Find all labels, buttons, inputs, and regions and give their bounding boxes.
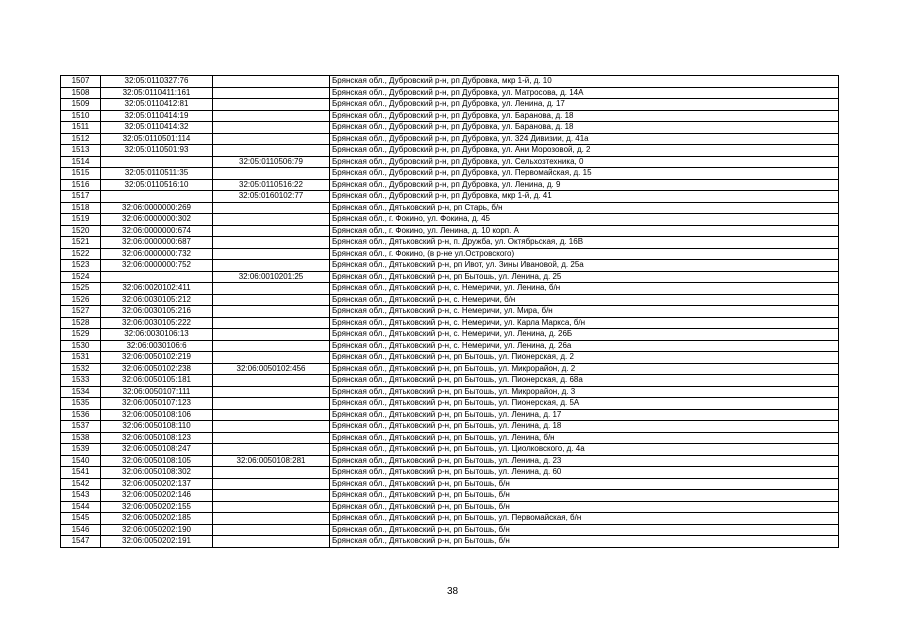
address-cell: Брянская обл., Дятьковский р-н, рп Бытошь, ул. Циолковского, д. 4а	[330, 444, 839, 456]
related-cadastral-number-cell	[213, 421, 330, 433]
row-number-cell: 1535	[61, 398, 101, 410]
row-number-cell: 1507	[61, 76, 101, 88]
table-row	[61, 237, 839, 249]
table-row	[61, 467, 839, 479]
cadastral-number-cell: 32:06:0050107:123	[101, 398, 213, 410]
row-number-cell: 1520	[61, 225, 101, 237]
cadastral-number-cell: 32:05:0110501:93	[101, 145, 213, 157]
address-cell: Брянская обл., Дятьковский р-н, рп Бытошь, ул. Пионерская, д. 5А	[330, 398, 839, 410]
table-row	[61, 202, 839, 214]
cadastral-number-cell	[101, 156, 213, 168]
table-row	[61, 168, 839, 180]
cadastral-number-cell: 32:06:0050202:185	[101, 513, 213, 525]
table-row	[61, 386, 839, 398]
table-row	[61, 225, 839, 237]
row-number-cell: 1510	[61, 110, 101, 122]
table-row	[61, 409, 839, 421]
row-number-cell: 1546	[61, 524, 101, 536]
table-row	[61, 156, 839, 168]
row-number-cell: 1528	[61, 317, 101, 329]
address-cell: Брянская обл., Дубровский р-н, рп Дубровка, ул. Баранова, д. 18	[330, 122, 839, 134]
row-number-cell: 1536	[61, 409, 101, 421]
address-cell: Брянская обл., Дубровский р-н, рп Дубровка, ул. Матросова, д. 14А	[330, 87, 839, 99]
row-number-cell: 1522	[61, 248, 101, 260]
table-row	[61, 536, 839, 548]
cadastral-number-cell: 32:06:0020102:411	[101, 283, 213, 295]
related-cadastral-number-cell	[213, 490, 330, 502]
table-row	[61, 490, 839, 502]
related-cadastral-number-cell	[213, 225, 330, 237]
cadastral-number-cell: 32:05:0110411:161	[101, 87, 213, 99]
cadastral-number-cell: 32:06:0030105:216	[101, 306, 213, 318]
table-row	[61, 248, 839, 260]
table-row	[61, 271, 839, 283]
address-cell: Брянская обл., Дятьковский р-н, с. Немеричи, ул. Мира, б/н	[330, 306, 839, 318]
address-cell: Брянская обл., г. Фокино, ул. Фокина, д. 45	[330, 214, 839, 226]
address-cell: Брянская обл., Дятьковский р-н, рп Бытошь, б/н	[330, 536, 839, 548]
address-cell: Брянская обл., Дятьковский р-н, с. Немеричи, б/н	[330, 294, 839, 306]
table-row	[61, 340, 839, 352]
cadastral-number-cell: 32:05:0110327:76	[101, 76, 213, 88]
table-row	[61, 317, 839, 329]
related-cadastral-number-cell	[213, 122, 330, 134]
related-cadastral-number-cell	[213, 478, 330, 490]
page-number: 38	[446, 586, 459, 597]
related-cadastral-number-cell	[213, 467, 330, 479]
row-number-cell: 1518	[61, 202, 101, 214]
address-cell: Брянская обл., Дятьковский р-н, с. Немеричи, ул. Ленина, б/н	[330, 283, 839, 295]
related-cadastral-number-cell	[213, 501, 330, 513]
cadastral-number-cell: 32:06:0030105:212	[101, 294, 213, 306]
address-cell: Брянская обл., Дубровский р-н, рп Дубровка, ул. Сельхозтехника, 0	[330, 156, 839, 168]
row-number-cell: 1509	[61, 99, 101, 111]
related-cadastral-number-cell: 32:06:0010201:25	[213, 271, 330, 283]
table-row	[61, 76, 839, 88]
row-number-cell: 1529	[61, 329, 101, 341]
related-cadastral-number-cell: 32:06:0050108:281	[213, 455, 330, 467]
cadastral-number-cell: 32:06:0050202:146	[101, 490, 213, 502]
cadastral-number-cell: 32:06:0050202:155	[101, 501, 213, 513]
related-cadastral-number-cell	[213, 340, 330, 352]
row-number-cell: 1508	[61, 87, 101, 99]
table-row	[61, 432, 839, 444]
related-cadastral-number-cell	[213, 375, 330, 387]
address-cell: Брянская обл., Дятьковский р-н, рп Бытошь, ул. Микрорайон, д. 3	[330, 386, 839, 398]
address-cell: Брянская обл., Дятьковский р-н, рп Бытошь, ул. Ленина, д. 18	[330, 421, 839, 433]
row-number-cell: 1533	[61, 375, 101, 387]
cadastral-number-cell: 32:06:0000000:269	[101, 202, 213, 214]
address-cell: Брянская обл., Дятьковский р-н, рп Бытошь, ул. Первомайская, б/н	[330, 513, 839, 525]
table-row	[61, 294, 839, 306]
address-cell: Брянская обл., Дятьковский р-н, рп Бытошь, ул. Ленина, д. 23	[330, 455, 839, 467]
related-cadastral-number-cell	[213, 536, 330, 548]
table-row	[61, 260, 839, 272]
cadastral-number-cell: 32:05:0110414:32	[101, 122, 213, 134]
cadastral-number-cell: 32:06:0000000:302	[101, 214, 213, 226]
related-cadastral-number-cell	[213, 145, 330, 157]
cadastral-number-cell: 32:06:0030106:13	[101, 329, 213, 341]
related-cadastral-number-cell	[213, 409, 330, 421]
table-row	[61, 375, 839, 387]
cadastral-number-cell: 32:05:0110501:114	[101, 133, 213, 145]
property-table	[60, 75, 839, 548]
table-row	[61, 421, 839, 433]
cadastral-number-cell	[101, 191, 213, 203]
row-number-cell: 1521	[61, 237, 101, 249]
table-row	[61, 99, 839, 111]
row-number-cell: 1547	[61, 536, 101, 548]
related-cadastral-number-cell	[213, 283, 330, 295]
table-row	[61, 283, 839, 295]
related-cadastral-number-cell	[213, 214, 330, 226]
row-number-cell: 1513	[61, 145, 101, 157]
address-cell: Брянская обл., Дятьковский р-н, рп Бытошь, ул. Микрорайон, д. 2	[330, 363, 839, 375]
address-cell: Брянская обл., Дятьковский р-н, с. Немеричи, ул. Ленина, д. 26Б	[330, 329, 839, 341]
related-cadastral-number-cell	[213, 294, 330, 306]
cadastral-number-cell: 32:05:0110412:81	[101, 99, 213, 111]
cadastral-number-cell: 32:06:0050108:247	[101, 444, 213, 456]
row-number-cell: 1534	[61, 386, 101, 398]
related-cadastral-number-cell	[213, 168, 330, 180]
table-row	[61, 145, 839, 157]
address-cell: Брянская обл., Дятьковский р-н, рп Бытошь, б/н	[330, 490, 839, 502]
related-cadastral-number-cell	[213, 329, 330, 341]
related-cadastral-number-cell	[213, 248, 330, 260]
related-cadastral-number-cell	[213, 444, 330, 456]
cadastral-number-cell: 32:06:0050102:238	[101, 363, 213, 375]
table-row	[61, 179, 839, 191]
related-cadastral-number-cell	[213, 110, 330, 122]
row-number-cell: 1538	[61, 432, 101, 444]
row-number-cell: 1530	[61, 340, 101, 352]
related-cadastral-number-cell	[213, 202, 330, 214]
address-cell: Брянская обл., Дубровский р-н, рп Дубровка, ул. 324 Дивизии, д. 41а	[330, 133, 839, 145]
table-row	[61, 501, 839, 513]
cadastral-number-cell: 32:06:0050108:110	[101, 421, 213, 433]
cadastral-number-cell: 32:05:0110516:10	[101, 179, 213, 191]
cadastral-number-cell: 32:06:0050202:191	[101, 536, 213, 548]
address-cell: Брянская обл., г. Фокино, ул. Ленина, д. 10 корп. А	[330, 225, 839, 237]
table-row	[61, 306, 839, 318]
address-cell: Брянская обл., Дятьковский р-н, рп Бытошь, ул. Ленина, д. 25	[330, 271, 839, 283]
row-number-cell: 1531	[61, 352, 101, 364]
related-cadastral-number-cell	[213, 260, 330, 272]
table-row	[61, 87, 839, 99]
address-cell: Брянская обл., Дубровский р-н, рп Дубровка, мкр 1-й, д. 10	[330, 76, 839, 88]
address-cell: Брянская обл., Дубровский р-н, рп Дубровка, ул. Баранова, д. 18	[330, 110, 839, 122]
table-row	[61, 133, 839, 145]
address-cell: Брянская обл., Дубровский р-н, рп Дубровка, ул. Первомайская, д. 15	[330, 168, 839, 180]
table-row	[61, 110, 839, 122]
table-row	[61, 444, 839, 456]
related-cadastral-number-cell	[213, 398, 330, 410]
table-row	[61, 513, 839, 525]
address-cell: Брянская обл., Дятьковский р-н, рп Бытошь, ул. Пионерская, д. 68а	[330, 375, 839, 387]
row-number-cell: 1515	[61, 168, 101, 180]
cadastral-number-cell: 32:06:0050108:123	[101, 432, 213, 444]
cadastral-number-cell: 32:06:0000000:752	[101, 260, 213, 272]
address-cell: Брянская обл., Дятьковский р-н, рп Ивот, ул. Зины Ивановой, д. 25а	[330, 260, 839, 272]
address-cell: Брянская обл., Дятьковский р-н, рп Бытошь, ул. Ленина, д. 60	[330, 467, 839, 479]
table-row	[61, 524, 839, 536]
related-cadastral-number-cell	[213, 317, 330, 329]
table-row	[61, 398, 839, 410]
address-cell: Брянская обл., Дубровский р-н, рп Дубровка, ул. Ленина, д. 17	[330, 99, 839, 111]
cadastral-number-cell: 32:06:0050202:137	[101, 478, 213, 490]
related-cadastral-number-cell	[213, 133, 330, 145]
row-number-cell: 1516	[61, 179, 101, 191]
address-cell: Брянская обл., Дятьковский р-н, рп Бытошь, б/н	[330, 524, 839, 536]
row-number-cell: 1532	[61, 363, 101, 375]
row-number-cell: 1544	[61, 501, 101, 513]
row-number-cell: 1524	[61, 271, 101, 283]
related-cadastral-number-cell	[213, 524, 330, 536]
address-cell: Брянская обл., Дятьковский р-н, п. Дружба, ул. Октябрьская, д. 16В	[330, 237, 839, 249]
address-cell: Брянская обл., Дятьковский р-н, рп Бытошь, ул. Ленина, д. 17	[330, 409, 839, 421]
cadastral-number-cell: 32:06:0030105:222	[101, 317, 213, 329]
cadastral-number-cell: 32:06:0050105:181	[101, 375, 213, 387]
cadastral-number-cell: 32:06:0000000:732	[101, 248, 213, 260]
cadastral-number-cell: 32:06:0050102:219	[101, 352, 213, 364]
table-row	[61, 455, 839, 467]
related-cadastral-number-cell	[213, 99, 330, 111]
row-number-cell: 1525	[61, 283, 101, 295]
cadastral-number-cell: 32:05:0110511:35	[101, 168, 213, 180]
related-cadastral-number-cell	[213, 87, 330, 99]
address-cell: Брянская обл., Дубровский р-н, рп Дубровка, ул. Ленина, д. 9	[330, 179, 839, 191]
related-cadastral-number-cell	[213, 306, 330, 318]
address-cell: Брянская обл., Дятьковский р-н, рп Бытошь, б/н	[330, 501, 839, 513]
row-number-cell: 1543	[61, 490, 101, 502]
related-cadastral-number-cell	[213, 432, 330, 444]
row-number-cell: 1512	[61, 133, 101, 145]
table-row	[61, 214, 839, 226]
row-number-cell: 1517	[61, 191, 101, 203]
table-row	[61, 352, 839, 364]
related-cadastral-number-cell: 32:05:0110506:79	[213, 156, 330, 168]
related-cadastral-number-cell	[213, 386, 330, 398]
cadastral-number-cell	[101, 271, 213, 283]
cadastral-number-cell: 32:06:0050108:105	[101, 455, 213, 467]
cadastral-number-cell: 32:05:0110414:19	[101, 110, 213, 122]
related-cadastral-number-cell: 32:05:0160102:77	[213, 191, 330, 203]
address-cell: Брянская обл., Дятьковский р-н, рп Старь, б/н	[330, 202, 839, 214]
row-number-cell: 1541	[61, 467, 101, 479]
related-cadastral-number-cell	[213, 76, 330, 88]
table-body	[61, 76, 839, 548]
address-cell: Брянская обл., Дятьковский р-н, с. Немеричи, ул. Ленина, д. 26а	[330, 340, 839, 352]
address-cell: Брянская обл., Дятьковский р-н, рп Бытошь, ул. Пионерская, д. 2	[330, 352, 839, 364]
row-number-cell: 1539	[61, 444, 101, 456]
cadastral-number-cell: 32:06:0030106:6	[101, 340, 213, 352]
address-cell: Брянская обл., Дубровский р-н, рп Дубровка, ул. Ани Морозовой, д. 2	[330, 145, 839, 157]
row-number-cell: 1527	[61, 306, 101, 318]
cadastral-number-cell: 32:06:0050108:106	[101, 409, 213, 421]
cadastral-number-cell: 32:06:0050202:190	[101, 524, 213, 536]
address-cell: Брянская обл., Дятьковский р-н, с. Немеричи, ул. Карла Маркса, б/н	[330, 317, 839, 329]
related-cadastral-number-cell	[213, 513, 330, 525]
table-row	[61, 478, 839, 490]
cadastral-number-cell: 32:06:0050108:302	[101, 467, 213, 479]
table-row	[61, 363, 839, 375]
address-cell: Брянская обл., г. Фокино, (в р-не ул.Островского)	[330, 248, 839, 260]
row-number-cell: 1545	[61, 513, 101, 525]
row-number-cell: 1542	[61, 478, 101, 490]
cadastral-number-cell: 32:06:0000000:674	[101, 225, 213, 237]
table-row	[61, 329, 839, 341]
address-cell: Брянская обл., Дятьковский р-н, рп Бытошь, б/н	[330, 478, 839, 490]
row-number-cell: 1519	[61, 214, 101, 226]
related-cadastral-number-cell	[213, 352, 330, 364]
row-number-cell: 1526	[61, 294, 101, 306]
table-row	[61, 191, 839, 203]
row-number-cell: 1523	[61, 260, 101, 272]
cadastral-number-cell: 32:06:0000000:687	[101, 237, 213, 249]
related-cadastral-number-cell	[213, 237, 330, 249]
cadastral-number-cell: 32:06:0050107:111	[101, 386, 213, 398]
address-cell: Брянская обл., Дятьковский р-н, рп Бытошь, ул. Ленина, б/н	[330, 432, 839, 444]
related-cadastral-number-cell: 32:06:0050102:456	[213, 363, 330, 375]
row-number-cell: 1540	[61, 455, 101, 467]
table-row	[61, 122, 839, 134]
address-cell: Брянская обл., Дубровский р-н, рп Дубровка, мкр 1-й, д. 41	[330, 191, 839, 203]
row-number-cell: 1537	[61, 421, 101, 433]
row-number-cell: 1514	[61, 156, 101, 168]
related-cadastral-number-cell: 32:05:0110516:22	[213, 179, 330, 191]
row-number-cell: 1511	[61, 122, 101, 134]
